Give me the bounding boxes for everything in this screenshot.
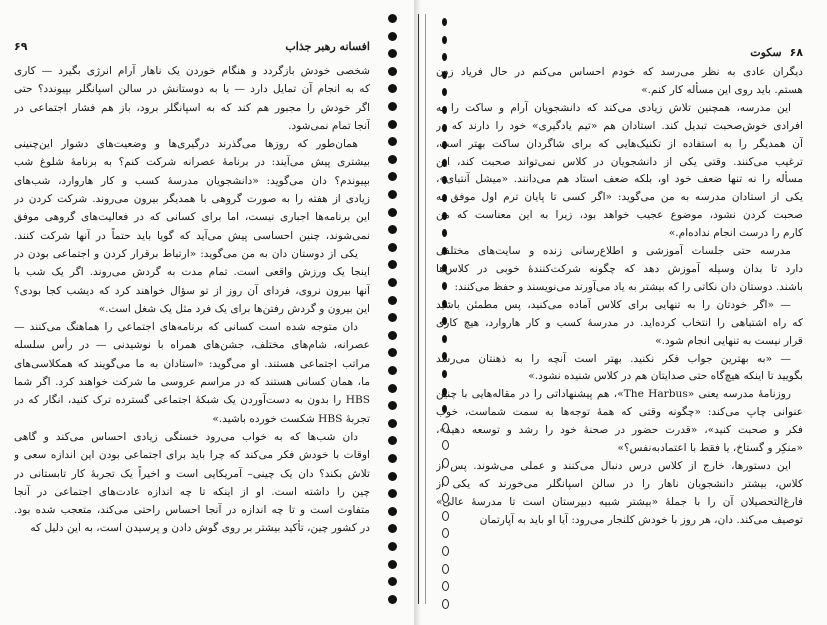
binding-ring — [388, 577, 397, 586]
text-line: دان شب‌ها که به خواب می‌رود خستگی زیادی احساس می‌کند و گاهی — [14, 430, 358, 443]
text-line: «منکِر و گستاخ، یا فقط با اعتمادبه‌نفس؟» — [617, 442, 803, 455]
text-line: بگویید تا اینکه هیچ‌گاه حتی صدایتان هم در کلاس شنیده نشود.» — [528, 370, 803, 383]
text-line: که راه اشتباهی را انتخاب کرده‌اید. در مدرسهٔ کسب و کار هاروارد، هیچ کاری — [436, 316, 803, 329]
binding-ring — [388, 84, 397, 93]
binding-ring — [388, 225, 397, 234]
text-line: این دستورها، خارج از کلاس درس دنبال می‌کنند و عملی می‌شوند. پس از — [436, 459, 791, 472]
text-line: در کشور چین، تأکید بیشتر بر روی گوش دادن و پرسیدن است، به این دلیل که — [30, 522, 370, 535]
binding-ring — [388, 313, 397, 322]
text-line: اگر خودش را مجبور هم کند که به اسپانگلر برود، باز هم فشار اجتماعی در — [14, 101, 370, 114]
text-line: این بیرون و گردش رفتن‌ها برای یک فرد مثل یک شغل است.» — [98, 302, 370, 315]
binding-ring — [388, 243, 397, 252]
right-page-header — [436, 42, 803, 62]
text-line: عصرانه، شام‌های مختلف، جشن‌های همراه با نوشیدنی — در رأس سلسله — [14, 339, 370, 352]
binding-ring — [388, 49, 397, 58]
text-line: متفاوت است و تا چه اندازه در آنجا احساس راحتی می‌کند، متعجب شده بود. — [14, 504, 370, 517]
text-line: این برنامه‌ها اجباری نیست، اما برای کسانی که در فعالیت‌های گروهی موفق — [14, 211, 370, 224]
binding-ring — [388, 595, 397, 604]
running-title: افسانه رهبر جذاب — [285, 39, 370, 53]
left-page-text — [14, 62, 370, 538]
text-line: بیشتری پیش می‌آیند: در برنامهٔ عصرانه شرکت کنم؟ به برنامهٔ شلوغ شب — [14, 156, 370, 169]
text-line: یکی از دوستان دان به من می‌گوید: «ارتباط برقرار کردن و اجتماعی بودن در — [14, 247, 358, 260]
text-line: مراتب اجتماعی هستند. او می‌گوید: «استادان به ما می‌گویند که همکلاسی‌های — [14, 357, 370, 370]
text-line: افرادی خوش‌صحبت تبدیل کند. استادان هم «تیم یادگیری» خود را دارند که در — [436, 119, 803, 132]
text-line: تلاش بکند؟ دان یک چینی– آمریکایی است و اخیراً یک تجربهٔ کار تابستانی در — [14, 467, 370, 480]
text-line: فارغ‌التحصیلان آن را با جملهٔ «بیشتر شبیه دبیرستان است تا مدرسهٔ عالی» — [436, 495, 803, 508]
binding-ring — [388, 436, 397, 445]
binding-ring — [388, 366, 397, 375]
binding-ring — [388, 137, 397, 146]
page-number: ۶۸ — [789, 45, 803, 59]
binding-ring — [388, 401, 397, 410]
right-page-text — [436, 64, 803, 530]
binding-ring — [388, 489, 397, 498]
text-line: — «به بهترین جواب فکر نکنید. بهتر است آنچه را به ذهنتان می‌رسد — [436, 352, 791, 365]
text-line: اینجا یک ورزش واقعی است. تمام مدت به گردش می‌روند. اگر یک شب با — [14, 266, 370, 279]
binding-ring — [388, 348, 397, 357]
binding-ring — [388, 155, 397, 164]
left-page-header — [14, 36, 370, 56]
text-line: که به انجام آن تمایل دارد — یا به دوستانش در سالن اسپانگلر بپیوندد؟ حتی — [14, 83, 370, 96]
text-line: چین را داشته است. او از اینکه تا چه اندازه عادت‌های اجتماعی در آنجا — [14, 485, 370, 498]
text-line: آنها بیرون نروی، فردای آن روز از تو سؤال خواهند کرد که دیشب کجا بودی؟ — [14, 284, 370, 297]
text-line: شخصی خودش بازگردد و هنگام خوردن یک ناهار آرام انرژی بگیرد — کاری — [14, 65, 370, 77]
text-line: این مدرسه، همچنین تلاش زیادی می‌کند که دانشجویان آرام و ساکت را به — [436, 101, 791, 114]
binding-ring — [388, 278, 397, 287]
text-line: عنوانی چاپ می‌کند: «چگونه وقتی که همهٔ توجه‌ها به سمت شماست، خوب — [436, 406, 803, 419]
text-line: نمی‌شوند، چنین احساسی پیش می‌آید که گویا باید حتماً در آنها شرکت کنند. — [14, 229, 370, 242]
binding-ring — [388, 507, 397, 516]
text-line: دیگران عادی به نظر می‌رسد که خودم احساس می‌کنم در حال فریاد زدن — [436, 66, 803, 78]
text-line: ترغیب می‌کنند. وقتی یکی از دانشجویان در کلاس نمی‌تواند صحبت کند، این — [436, 155, 803, 168]
binding-ring — [388, 454, 397, 463]
left-page — [0, 0, 392, 625]
text-line: ما، همان کسانی هستند که در مراسم عروسی ما شرکت خواهند کرد. اگر شما — [14, 376, 370, 389]
binding-ring — [388, 260, 397, 269]
text-line: باشند. دوستان دان نکاتی را که بیشتر به یاد می‌آورند می‌نویسند و حفظ می‌کنند: — [454, 280, 803, 293]
text-line: آن همدیگر را به استفاده از تکنیک‌هایی که برای شاگردان ساکت بهتر است، — [436, 137, 803, 150]
binding-ring — [388, 208, 397, 217]
text-line: مسأله را نه تنها ضعف خود او، بلکه ضعف استاد هم می‌دانند. «میشل آنتبای»، — [436, 173, 803, 186]
text-line: مدرسه حتی جلسات آموزشی و اطلاع‌رسانی زنده و سایت‌های مختلفی — [436, 245, 791, 258]
text-line: تجربهٔ HBS شکست خورده باشید.» — [212, 412, 370, 425]
binding-ring — [388, 384, 397, 393]
text-line: فکر و صحبت کنید»، «قدرت حضور در صحنهٔ خود را رشد و توسعه دهید»، — [436, 424, 803, 437]
binding-ring — [388, 472, 397, 481]
text-line: زیادی از هفته را به صورت گروهی با همدیگر بیرون می‌روند. شرکت کردن در — [14, 193, 370, 206]
text-line: — «اگر خودتان را به تنهایی برای کلاس آماده می‌کنید، پس مطمئن باشید — [436, 298, 791, 311]
text-line: اوقات با خودش فکر می‌کند که چرا باید برای اجتماعی بودن این اندازه سعی و — [14, 449, 370, 462]
text-line: هستم. باید روی این مسأله کار کنم.» — [641, 83, 803, 96]
binding-ring — [388, 296, 397, 305]
text-line: آنجا تمام نمی‌شود. — [288, 119, 370, 132]
text-line: HBS را بدون به دست‌آوردن یک شبکهٔ اجتماعی گسترده ترک کنید، انگار که در — [14, 394, 370, 407]
binding-ring — [388, 419, 397, 428]
binding-ring — [388, 190, 397, 199]
page-number: ۶۹ — [14, 39, 28, 53]
text-line: کلاس، بیشتر دانشجویان ناهار را در سالن اسپانگلر می‌خورند که یکی از — [436, 477, 803, 490]
binding-ring — [388, 542, 397, 551]
binding-ring — [388, 14, 397, 23]
binding-ring — [388, 524, 397, 533]
binding-ring — [388, 120, 397, 129]
text-line: روزنامهٔ مدرسه یعنی «The Harbus»، هم پیشنهاداتی را در مقاله‌هایی با چنین — [436, 388, 791, 401]
text-line: همان‌طور که روزها می‌گذرند درگیری‌ها و وضعیت‌های دشوار این‌چنینی — [14, 138, 358, 151]
text-line: دارد تا بدان وسیله آموزش دهد که چگونه شرکت‌کنندهٔ خوبی در کلاس‌ها — [436, 262, 803, 275]
text-line: قرار نیست به تنهایی انجام شود.» — [655, 334, 803, 347]
text-line: بپیوندم؟ دان می‌گوید: «دانشجویان مدرسهٔ کسب و کار هاروارد، شب‌های — [14, 174, 370, 187]
binding-ring — [388, 172, 397, 181]
binding-ring — [388, 32, 397, 41]
text-line: توصیف می‌کند. دان، هر روز با خودش کلنجار می‌رود: آیا او باید به آپارتمان — [479, 513, 803, 526]
binding-ring — [388, 102, 397, 111]
text-line: یکی از استادان مدرسه به من می‌گوید: «اگر کسی تا پایان ترم اول موفق به — [436, 191, 803, 204]
right-page — [420, 0, 827, 625]
binding-ring — [388, 67, 397, 76]
text-line: دان متوجه شده است کسانی که برنامه‌های اجتماعی را هماهنگ می‌کنند — — [14, 321, 358, 334]
text-line: صحبت کردن نشود، موضوع عجیب خواهد بود، زیرا به این معناست که من — [436, 209, 803, 222]
binding-ring — [388, 560, 397, 569]
running-title: سکوت — [750, 45, 782, 59]
binding-ring — [388, 331, 397, 340]
text-line: کارم را درست انجام نداده‌ام.» — [668, 227, 803, 240]
